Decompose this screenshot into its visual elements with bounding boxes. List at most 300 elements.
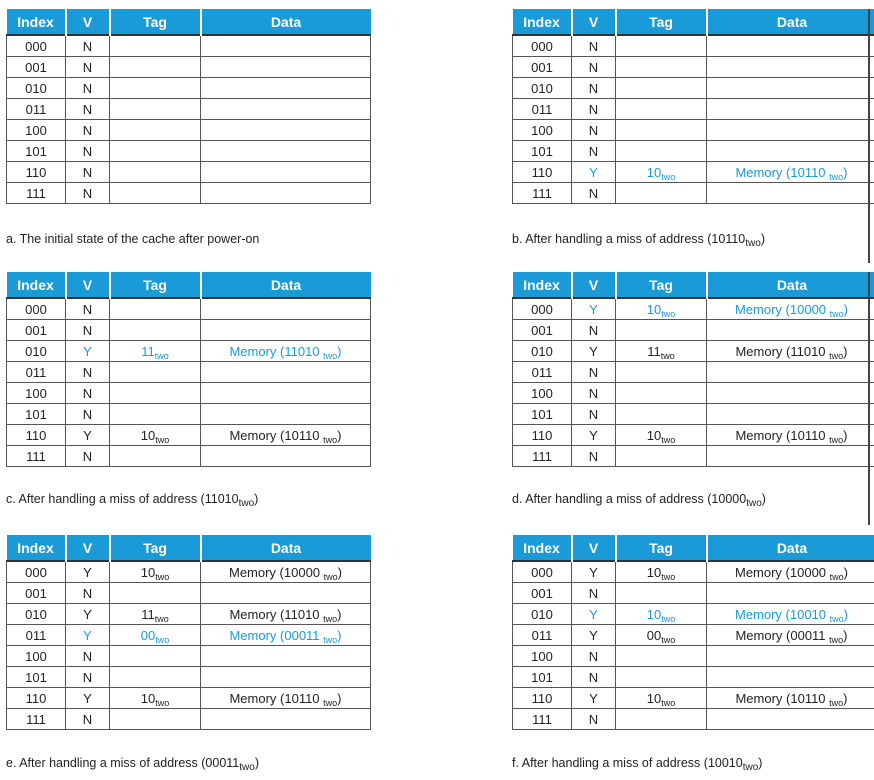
cache-row: [513, 561, 874, 583]
index-header: Index: [513, 272, 572, 298]
data-cell: [707, 583, 874, 604]
valid-cell: N: [572, 446, 616, 467]
tag-cell: [616, 404, 707, 425]
index-cell: 100: [7, 120, 66, 141]
index-cell: 000: [513, 298, 572, 320]
valid-cell: Y: [572, 425, 616, 446]
cache-table: [512, 9, 874, 204]
cache-row: [513, 120, 874, 141]
tag-subscript: two: [661, 697, 676, 708]
tag-cell: [110, 446, 201, 467]
cache-row: [513, 141, 874, 162]
data-subscript: two: [829, 613, 844, 624]
data-cell: Memory (10000 $_{two}$): [707, 561, 874, 583]
cache-row: [513, 709, 874, 730]
index-cell: 111: [7, 446, 66, 467]
valid-cell: N: [572, 99, 616, 120]
divider-line-top: [868, 9, 870, 263]
index-cell: 101: [7, 404, 66, 425]
cache-row: [513, 667, 874, 688]
cache-row: [513, 320, 874, 341]
cache-row: [7, 162, 371, 183]
tag-cell: [110, 646, 201, 667]
cache-table: [6, 9, 371, 204]
cache-row: [7, 383, 371, 404]
data-cell: [201, 583, 371, 604]
cache-row: [7, 78, 371, 99]
tag-cell: $10_{two}$: [616, 688, 707, 709]
cache-row: [513, 404, 874, 425]
valid-cell: Y: [66, 625, 110, 646]
data-subscript: two: [323, 434, 338, 445]
data-cell: [201, 78, 371, 99]
valid-cell: N: [572, 35, 616, 57]
cache-row: [513, 162, 874, 183]
header-row: [7, 272, 371, 298]
data-cell: Memory (00011 $_{two}$): [201, 625, 371, 646]
index-cell: 011: [7, 362, 66, 383]
cache-row: [7, 341, 371, 362]
tag-cell: [110, 383, 201, 404]
cache-row: [7, 709, 371, 730]
cache-row: [7, 298, 371, 320]
tag-cell: $10_{two}$: [110, 425, 201, 446]
valid-cell: N: [572, 709, 616, 730]
cache-row: [513, 57, 874, 78]
index-cell: 001: [7, 57, 66, 78]
index-cell: 001: [513, 583, 572, 604]
data-subscript: two: [323, 613, 338, 624]
cache-row: [513, 183, 874, 204]
data-subscript: two: [323, 350, 338, 361]
valid-cell: N: [572, 404, 616, 425]
index-cell: 110: [7, 688, 66, 709]
cache-row: [7, 583, 371, 604]
cache-table: [512, 272, 874, 467]
cache-row: [513, 362, 874, 383]
valid-cell: Y: [572, 688, 616, 709]
valid-cell: N: [66, 183, 110, 204]
tag-cell: [110, 57, 201, 78]
valid-cell: N: [66, 78, 110, 99]
valid-cell: N: [66, 99, 110, 120]
index-cell: 011: [513, 625, 572, 646]
cache-panel-d: [512, 272, 874, 467]
data-cell: [201, 57, 371, 78]
tag-subscript: two: [661, 571, 676, 582]
valid-cell: N: [66, 57, 110, 78]
index-cell: 010: [513, 341, 572, 362]
header-row: [513, 272, 874, 298]
tag-header: Tag: [616, 9, 707, 35]
data-cell: [201, 446, 371, 467]
cache-row: [7, 57, 371, 78]
data-cell: [201, 35, 371, 57]
cache-row: [513, 604, 874, 625]
index-cell: 011: [7, 625, 66, 646]
data-cell: [201, 709, 371, 730]
cache-panel-e: [6, 535, 370, 730]
valid-cell: N: [66, 446, 110, 467]
tag-cell: [110, 99, 201, 120]
tag-cell: [616, 78, 707, 99]
index-cell: 100: [513, 120, 572, 141]
valid-cell: Y: [66, 688, 110, 709]
index-cell: 010: [7, 341, 66, 362]
data-cell: Memory (10000 $_{two}$): [707, 298, 874, 320]
data-subscript: two: [323, 697, 338, 708]
caption-subscript: two: [239, 762, 255, 773]
tag-cell: [110, 78, 201, 99]
data-cell: Memory (10110 $_{two}$): [707, 425, 874, 446]
tag-cell: [110, 35, 201, 57]
data-cell: Memory (10110 $_{two}$): [707, 162, 874, 183]
index-cell: 100: [7, 383, 66, 404]
data-cell: Memory (11010 $_{two}$): [201, 341, 371, 362]
tag-header: Tag: [110, 535, 201, 561]
valid-cell: N: [66, 583, 110, 604]
valid-cell: N: [66, 667, 110, 688]
data-cell: [707, 120, 874, 141]
caption-subscript: two: [238, 498, 255, 509]
tag-cell: [616, 320, 707, 341]
cache-row: [7, 625, 371, 646]
valid-cell: N: [66, 141, 110, 162]
cache-row: [513, 625, 874, 646]
valid-cell: Y: [66, 561, 110, 583]
tag-cell: [616, 362, 707, 383]
tag-header: Tag: [616, 272, 707, 298]
index-cell: 001: [7, 320, 66, 341]
valid-cell: N: [572, 183, 616, 204]
index-cell: 110: [513, 425, 572, 446]
data-cell: [201, 120, 371, 141]
tag-cell: [110, 583, 201, 604]
tag-subscript: two: [661, 613, 676, 624]
valid-cell: Y: [66, 604, 110, 625]
header-row: [513, 9, 874, 35]
tag-header: Tag: [110, 9, 201, 35]
cache-row: [513, 99, 874, 120]
data-cell: [707, 709, 874, 730]
tag-subscript: two: [155, 697, 170, 708]
cache-row: [7, 446, 371, 467]
cache-row: [513, 646, 874, 667]
tag-cell: [616, 583, 707, 604]
index-cell: 010: [7, 604, 66, 625]
cache-panel-f: [512, 535, 874, 730]
data-cell: [707, 446, 874, 467]
tag-cell: [110, 141, 201, 162]
tag-header: Tag: [616, 535, 707, 561]
valid-cell: N: [572, 667, 616, 688]
data-header: Data: [707, 9, 874, 35]
index-header: Index: [7, 272, 66, 298]
valid-cell: N: [66, 404, 110, 425]
index-cell: 111: [513, 446, 572, 467]
tag-cell: [616, 57, 707, 78]
index-cell: 100: [7, 646, 66, 667]
valid-cell: Y: [572, 298, 616, 320]
valid-cell: N: [572, 383, 616, 404]
index-cell: 000: [7, 561, 66, 583]
tag-cell: [616, 446, 707, 467]
data-cell: [707, 78, 874, 99]
index-cell: 101: [513, 141, 572, 162]
valid-cell: Y: [572, 561, 616, 583]
cache-row: [513, 583, 874, 604]
data-cell: [201, 646, 371, 667]
tag-subscript: two: [155, 571, 170, 582]
tag-cell: [616, 35, 707, 57]
data-subscript: two: [829, 171, 844, 182]
data-cell: [201, 362, 371, 383]
cache-row: [7, 646, 371, 667]
caption-a: a. The initial state of the cache after power-on: [6, 232, 260, 246]
tag-subscript: two: [660, 350, 675, 361]
cache-row: [513, 341, 874, 362]
valid-header: V: [572, 535, 616, 561]
index-cell: 000: [7, 35, 66, 57]
caption-b: b. After handling a miss of address $(10110_{two})$: [512, 232, 765, 249]
tag-cell: $00_{two}$: [616, 625, 707, 646]
cache-row: [7, 561, 371, 583]
tag-cell: $11_{two}$: [110, 604, 201, 625]
valid-cell: N: [572, 57, 616, 78]
valid-cell: N: [572, 78, 616, 99]
tag-cell: $10_{two}$: [616, 298, 707, 320]
valid-cell: N: [66, 35, 110, 57]
index-cell: 101: [513, 404, 572, 425]
valid-cell: N: [66, 120, 110, 141]
index-cell: 101: [513, 667, 572, 688]
valid-cell: Y: [572, 341, 616, 362]
cache-panel-b: [512, 9, 874, 204]
valid-cell: N: [66, 362, 110, 383]
cache-row: [7, 320, 371, 341]
data-cell: [707, 646, 874, 667]
tag-cell: [110, 667, 201, 688]
valid-header: V: [66, 9, 110, 35]
tag-cell: $00_{two}$: [110, 625, 201, 646]
tag-cell: [110, 120, 201, 141]
valid-cell: Y: [572, 162, 616, 183]
cache-row: [7, 604, 371, 625]
index-cell: 111: [513, 709, 572, 730]
data-subscript: two: [829, 697, 844, 708]
tag-cell: [616, 120, 707, 141]
data-header: Data: [201, 9, 371, 35]
tag-header: Tag: [110, 272, 201, 298]
header-row: [7, 535, 371, 561]
cache-row: [7, 667, 371, 688]
index-header: Index: [7, 9, 66, 35]
data-cell: [707, 35, 874, 57]
index-cell: 110: [7, 425, 66, 446]
cache-row: [7, 688, 371, 709]
data-header: Data: [707, 272, 874, 298]
cache-row: [513, 35, 874, 57]
index-cell: 110: [513, 162, 572, 183]
data-subscript: two: [829, 571, 844, 582]
tag-cell: [616, 99, 707, 120]
cache-row: [7, 141, 371, 162]
valid-cell: N: [66, 298, 110, 320]
index-header: Index: [7, 535, 66, 561]
cache-row: [513, 78, 874, 99]
data-header: Data: [201, 272, 371, 298]
valid-cell: Y: [66, 341, 110, 362]
index-cell: 010: [513, 604, 572, 625]
cache-row: [513, 688, 874, 709]
cache-table: [6, 272, 371, 467]
cache-row: [7, 183, 371, 204]
valid-header: V: [572, 9, 616, 35]
valid-cell: N: [572, 583, 616, 604]
valid-cell: N: [66, 162, 110, 183]
data-subscript: two: [829, 308, 844, 319]
tag-subscript: two: [661, 634, 676, 645]
tag-subscript: two: [661, 171, 676, 182]
valid-cell: Y: [66, 425, 110, 446]
data-cell: [201, 320, 371, 341]
data-cell: [707, 667, 874, 688]
valid-cell: N: [572, 646, 616, 667]
tag-subscript: two: [661, 434, 676, 445]
cache-row: [513, 383, 874, 404]
data-cell: [201, 404, 371, 425]
index-cell: 001: [513, 57, 572, 78]
valid-header: V: [66, 272, 110, 298]
data-subscript: two: [829, 350, 844, 361]
cache-panel-a: [6, 9, 370, 204]
tag-subscript: two: [154, 613, 169, 624]
data-cell: Memory (10110 $_{two}$): [707, 688, 874, 709]
index-cell: 101: [7, 667, 66, 688]
data-cell: Memory (11010 $_{two}$): [201, 604, 371, 625]
index-cell: 101: [7, 141, 66, 162]
tag-cell: $10_{two}$: [110, 688, 201, 709]
tag-subscript: two: [155, 434, 170, 445]
data-cell: [201, 141, 371, 162]
valid-cell: Y: [572, 604, 616, 625]
tag-subscript: two: [154, 350, 169, 361]
data-cell: [707, 320, 874, 341]
index-cell: 100: [513, 646, 572, 667]
valid-header: V: [572, 272, 616, 298]
tag-cell: [616, 709, 707, 730]
valid-cell: N: [572, 362, 616, 383]
index-cell: 000: [513, 35, 572, 57]
data-cell: [707, 99, 874, 120]
valid-cell: N: [66, 320, 110, 341]
caption-f: f. After handling a miss of address $(10010_{two})$: [512, 756, 763, 773]
data-header: Data: [201, 535, 371, 561]
data-subscript: two: [829, 434, 844, 445]
tag-cell: [110, 709, 201, 730]
data-cell: [707, 362, 874, 383]
data-subscript: two: [323, 634, 338, 645]
data-cell: [201, 667, 371, 688]
valid-cell: N: [66, 709, 110, 730]
cache-panel-c: [6, 272, 370, 467]
tag-cell: [616, 141, 707, 162]
tag-cell: [110, 162, 201, 183]
tag-cell: [110, 183, 201, 204]
index-header: Index: [513, 535, 572, 561]
tag-cell: $10_{two}$: [616, 561, 707, 583]
index-cell: 000: [513, 561, 572, 583]
tag-cell: [616, 183, 707, 204]
tag-subscript: two: [661, 308, 676, 319]
cache-row: [7, 362, 371, 383]
tag-cell: $10_{two}$: [110, 561, 201, 583]
cache-row: [7, 35, 371, 57]
data-cell: Memory (00011 $_{two}$): [707, 625, 874, 646]
valid-cell: N: [572, 320, 616, 341]
index-cell: 011: [7, 99, 66, 120]
caption-subscript: two: [745, 238, 761, 249]
index-cell: 111: [7, 709, 66, 730]
cache-row: [513, 298, 874, 320]
caption-subscript: two: [746, 498, 762, 509]
data-header: Data: [707, 535, 874, 561]
data-subscript: two: [323, 571, 338, 582]
tag-cell: [110, 298, 201, 320]
cache-table: [512, 535, 874, 730]
divider-line-middle: [868, 272, 870, 525]
caption-d: d. After handling a miss of address $(10000_{two})$: [512, 492, 766, 509]
tag-cell: [110, 320, 201, 341]
index-cell: 010: [513, 78, 572, 99]
index-header: Index: [513, 9, 572, 35]
data-cell: [201, 162, 371, 183]
cache-row: [7, 120, 371, 141]
tag-subscript: two: [155, 634, 170, 645]
tag-cell: [616, 383, 707, 404]
tag-cell: $10_{two}$: [616, 604, 707, 625]
data-cell: [707, 383, 874, 404]
valid-header: V: [66, 535, 110, 561]
data-cell: [707, 183, 874, 204]
cache-row: [513, 446, 874, 467]
tag-cell: $10_{two}$: [616, 162, 707, 183]
index-cell: 110: [513, 688, 572, 709]
data-cell: [707, 141, 874, 162]
index-cell: 001: [7, 583, 66, 604]
valid-cell: N: [572, 120, 616, 141]
data-cell: Memory (10010 $_{two}$): [707, 604, 874, 625]
data-cell: [201, 383, 371, 404]
caption-subscript: two: [742, 762, 759, 773]
valid-cell: Y: [572, 625, 616, 646]
index-cell: 010: [7, 78, 66, 99]
tag-cell: [110, 404, 201, 425]
data-cell: [707, 404, 874, 425]
data-cell: [707, 57, 874, 78]
index-cell: 011: [513, 99, 572, 120]
header-row: [513, 535, 874, 561]
cache-row: [7, 99, 371, 120]
caption-c: c. After handling a miss of address $(11010_{two})$: [6, 492, 259, 509]
cache-row: [7, 425, 371, 446]
valid-cell: N: [66, 383, 110, 404]
data-cell: Memory (10000 $_{two}$): [201, 561, 371, 583]
data-cell: Memory (11010 $_{two}$): [707, 341, 874, 362]
data-cell: [201, 298, 371, 320]
valid-cell: N: [66, 646, 110, 667]
index-cell: 001: [513, 320, 572, 341]
